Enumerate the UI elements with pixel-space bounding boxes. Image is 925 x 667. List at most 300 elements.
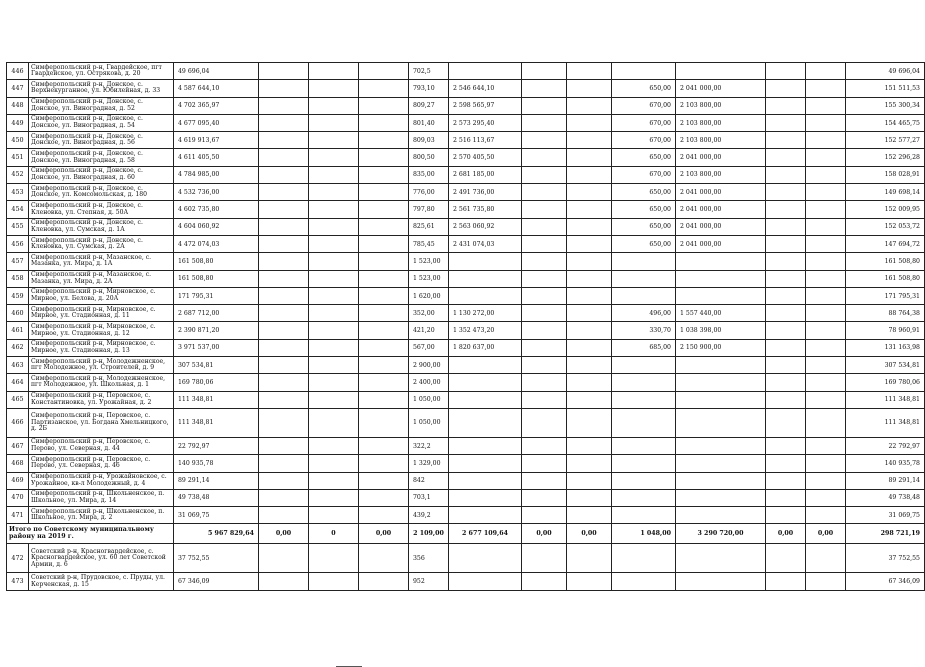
empty-cell [766, 97, 806, 114]
table-row [7, 218, 925, 235]
unit-cost-cell: 151 511,53 [846, 80, 925, 97]
unit-cost-cell: 111 348,81 [846, 391, 925, 408]
row-number: 457 [7, 253, 29, 270]
empty-cell [359, 357, 409, 374]
empty-cell [567, 489, 612, 506]
empty-cell [309, 544, 359, 573]
row-number: 461 [7, 322, 29, 339]
cost-cell: 2 516 113,67 [449, 132, 522, 149]
empty-cell [806, 97, 846, 114]
empty-cell [806, 270, 846, 287]
empty-cell [259, 339, 309, 356]
empty-cell [259, 201, 309, 218]
volume-cell [612, 489, 676, 506]
empty-cell [309, 573, 359, 590]
volume-cell: 650,00 [612, 235, 676, 252]
cost-cell [449, 253, 522, 270]
total-zero-cell: 0,00 [522, 524, 567, 544]
area-cell: 797,80 [409, 201, 449, 218]
empty-cell [766, 166, 806, 183]
area-cell: 1 523,00 [409, 270, 449, 287]
empty-cell [522, 322, 567, 339]
cost-cell [676, 270, 766, 287]
address-cell: Симферопольский р-н, Перовское, с. Перово, ул. Северная, д. 44 [29, 437, 174, 454]
volume-cell: 670,00 [612, 132, 676, 149]
cost-cell [676, 391, 766, 408]
empty-cell [309, 235, 359, 252]
address-cell: Симферопольский р-н, Молодежненское, пгт Молодежное, ул. Школьная, д. 1 [29, 374, 174, 391]
cost-cell: 2 041 000,00 [676, 218, 766, 235]
area-cell: 825,61 [409, 218, 449, 235]
address-cell: Симферопольский р-н, Донское, с. Кленовка, ул. Сумская, д. 1А [29, 218, 174, 235]
table-row [7, 455, 925, 472]
empty-cell [806, 149, 846, 166]
table-row [7, 201, 925, 218]
cost-cell: 2 546 644,10 [449, 80, 522, 97]
empty-cell [567, 80, 612, 97]
empty-cell [309, 80, 359, 97]
volume-cell [612, 408, 676, 437]
cost-cell [676, 489, 766, 506]
table-row [7, 391, 925, 408]
total-volume-cell: 1 048,00 [612, 524, 676, 544]
cost-cell [676, 357, 766, 374]
row-number: 451 [7, 149, 29, 166]
empty-cell [567, 472, 612, 489]
volume-cell: 650,00 [612, 80, 676, 97]
empty-cell [259, 114, 309, 131]
empty-cell [806, 80, 846, 97]
area-cell: 801,40 [409, 114, 449, 131]
area-cell: 1 050,00 [409, 391, 449, 408]
empty-cell [567, 132, 612, 149]
empty-cell [359, 374, 409, 391]
empty-cell [567, 573, 612, 590]
empty-cell [259, 374, 309, 391]
empty-cell [567, 166, 612, 183]
empty-cell [766, 374, 806, 391]
empty-cell [522, 287, 567, 304]
total-cost-cell: 111 348,81 [174, 408, 259, 437]
unit-cost-cell: 171 795,31 [846, 287, 925, 304]
table-row [7, 253, 925, 270]
cost-cell [449, 408, 522, 437]
empty-cell [359, 305, 409, 322]
empty-cell [522, 63, 567, 80]
empty-cell [359, 114, 409, 131]
cost-cell [676, 63, 766, 80]
empty-cell [766, 507, 806, 524]
cost-cell [676, 253, 766, 270]
empty-cell [522, 489, 567, 506]
empty-cell [522, 253, 567, 270]
volume-cell: 650,00 [612, 218, 676, 235]
volume-cell: 650,00 [612, 184, 676, 201]
budget-table [6, 62, 925, 591]
empty-cell [259, 573, 309, 590]
empty-cell [806, 455, 846, 472]
cost-cell [449, 63, 522, 80]
row-number: 459 [7, 287, 29, 304]
total-zero-cell: 0,00 [766, 524, 806, 544]
empty-cell [806, 235, 846, 252]
table-row [7, 132, 925, 149]
area-cell: 352,00 [409, 305, 449, 322]
cost-cell: 2 041 000,00 [676, 201, 766, 218]
empty-cell [309, 270, 359, 287]
budget-table-sheet [6, 62, 920, 591]
row-number: 468 [7, 455, 29, 472]
empty-cell [766, 201, 806, 218]
unit-cost-cell: 158 028,91 [846, 166, 925, 183]
unit-cost-cell: 149 698,14 [846, 184, 925, 201]
unit-cost-cell: 22 792,97 [846, 437, 925, 454]
empty-cell [259, 80, 309, 97]
empty-cell [522, 472, 567, 489]
empty-cell [567, 322, 612, 339]
table-row [7, 489, 925, 506]
area-cell: 1 523,00 [409, 253, 449, 270]
table-row [7, 544, 925, 573]
row-number: 455 [7, 218, 29, 235]
area-cell: 703,1 [409, 489, 449, 506]
empty-cell [522, 507, 567, 524]
cost-cell: 2 563 060,92 [449, 218, 522, 235]
row-number: 466 [7, 408, 29, 437]
empty-cell [567, 305, 612, 322]
total-cost-cell: 4 532 736,00 [174, 184, 259, 201]
empty-cell [806, 489, 846, 506]
empty-cell [359, 339, 409, 356]
area-cell: 2 900,00 [409, 357, 449, 374]
cost-cell [449, 270, 522, 287]
empty-cell [522, 149, 567, 166]
volume-cell [612, 391, 676, 408]
unit-cost-cell: 89 291,14 [846, 472, 925, 489]
empty-cell [309, 184, 359, 201]
empty-cell [806, 114, 846, 131]
volume-cell [612, 357, 676, 374]
row-number: 454 [7, 201, 29, 218]
volume-cell [612, 287, 676, 304]
empty-cell [567, 287, 612, 304]
cost-cell: 2 681 185,00 [449, 166, 522, 183]
empty-cell [309, 455, 359, 472]
cost-cell: 2 041 000,00 [676, 184, 766, 201]
unit-cost-cell: 78 960,91 [846, 322, 925, 339]
empty-cell [806, 253, 846, 270]
cost-cell: 2 491 736,00 [449, 184, 522, 201]
volume-cell [612, 437, 676, 454]
row-number: 464 [7, 374, 29, 391]
empty-cell [259, 149, 309, 166]
empty-cell [766, 63, 806, 80]
empty-cell [522, 97, 567, 114]
table-row [7, 270, 925, 287]
empty-cell [309, 97, 359, 114]
area-cell: 842 [409, 472, 449, 489]
cost-cell: 1 820 637,00 [449, 339, 522, 356]
address-cell: Симферопольский р-н, Мазанское, с. Мазанка, ул. Мира, д. 1А [29, 253, 174, 270]
cost-cell: 2 103 800,00 [676, 166, 766, 183]
empty-cell [309, 287, 359, 304]
empty-cell [309, 149, 359, 166]
empty-cell [766, 408, 806, 437]
cost-cell: 2 041 000,00 [676, 149, 766, 166]
empty-cell [522, 80, 567, 97]
address-cell: Симферопольский р-н, Донское, с. Донское, ул. Комсомольская, д. 180 [29, 184, 174, 201]
table-row [7, 357, 925, 374]
area-cell: 702,5 [409, 63, 449, 80]
empty-cell [806, 507, 846, 524]
total-cost-cell: 4 587 644,10 [174, 80, 259, 97]
row-number: 447 [7, 80, 29, 97]
empty-cell [309, 357, 359, 374]
empty-cell [522, 544, 567, 573]
empty-cell [359, 253, 409, 270]
empty-cell [806, 184, 846, 201]
volume-cell [612, 544, 676, 573]
table-row [7, 287, 925, 304]
row-number: 460 [7, 305, 29, 322]
empty-cell [522, 437, 567, 454]
empty-cell [522, 339, 567, 356]
empty-cell [359, 287, 409, 304]
address-cell: Симферопольский р-н, Донское, с. Донское, ул. Виноградная, д. 58 [29, 149, 174, 166]
empty-cell [806, 374, 846, 391]
row-number: 458 [7, 270, 29, 287]
empty-cell [766, 305, 806, 322]
total-zero-cell: 0,00 [259, 524, 309, 544]
unit-cost-cell: 37 752,55 [846, 544, 925, 573]
table-row [7, 114, 925, 131]
empty-cell [567, 63, 612, 80]
total-unit-cost-cell: 298 721,19 [846, 524, 925, 544]
cost-cell [449, 287, 522, 304]
total-cost-cell: 37 752,55 [174, 544, 259, 573]
empty-cell [567, 408, 612, 437]
empty-cell [309, 472, 359, 489]
empty-cell [806, 437, 846, 454]
unit-cost-cell: 307 534,81 [846, 357, 925, 374]
total-zero-cell: 0,00 [359, 524, 409, 544]
row-number: 469 [7, 472, 29, 489]
volume-cell: 650,00 [612, 149, 676, 166]
address-cell: Симферопольский р-н, Донское, с. Донское, ул. Виноградная, д. 60 [29, 166, 174, 183]
empty-cell [806, 573, 846, 590]
table-row [7, 374, 925, 391]
area-cell: 952 [409, 573, 449, 590]
empty-cell [259, 472, 309, 489]
empty-cell [766, 132, 806, 149]
table-row [7, 97, 925, 114]
empty-cell [766, 455, 806, 472]
area-cell: 793,10 [409, 80, 449, 97]
row-number: 446 [7, 63, 29, 80]
address-cell: Симферопольский р-н, Гвардейское, пгт Гвардейское, ул. Острякова, д. 20 [29, 63, 174, 80]
empty-cell [766, 80, 806, 97]
empty-cell [567, 437, 612, 454]
cost-cell: 1 352 473,20 [449, 322, 522, 339]
empty-cell [567, 114, 612, 131]
empty-cell [522, 374, 567, 391]
total-cost-cell: 89 291,14 [174, 472, 259, 489]
area-cell: 421,20 [409, 322, 449, 339]
cost-cell: 2 573 295,40 [449, 114, 522, 131]
unit-cost-cell: 49 738,48 [846, 489, 925, 506]
table-row [7, 184, 925, 201]
cost-cell [676, 544, 766, 573]
empty-cell [766, 339, 806, 356]
table-body [7, 63, 925, 591]
total-cost-cell: 171 795,31 [174, 287, 259, 304]
volume-cell [612, 63, 676, 80]
empty-cell [766, 391, 806, 408]
empty-cell [567, 544, 612, 573]
empty-cell [806, 408, 846, 437]
cost-cell: 2 150 900,00 [676, 339, 766, 356]
table-row [7, 322, 925, 339]
address-cell: Симферопольский р-н, Донское, с. Кленовка, ул. Степная, д. 50А [29, 201, 174, 218]
total-cost-cell: 4 472 074,03 [174, 235, 259, 252]
empty-cell [259, 437, 309, 454]
row-number: 449 [7, 114, 29, 131]
empty-cell [806, 357, 846, 374]
empty-cell [259, 132, 309, 149]
address-cell: Симферопольский р-н, Мирновское, с. Мирное, ул. Белова, д. 20А [29, 287, 174, 304]
empty-cell [309, 201, 359, 218]
table-row [7, 149, 925, 166]
table-row [7, 507, 925, 524]
total-cost-cell: 4 611 405,50 [174, 149, 259, 166]
empty-cell [522, 184, 567, 201]
total-cost-cell: 169 780,06 [174, 374, 259, 391]
total-cost-cell: 111 348,81 [174, 391, 259, 408]
empty-cell [766, 235, 806, 252]
total-zero-cell: 0,00 [567, 524, 612, 544]
empty-cell [359, 80, 409, 97]
address-cell: Советский р-н, Прудовское, с. Пруды, ул. Керченская, д. 15 [29, 573, 174, 590]
empty-cell [309, 391, 359, 408]
area-cell: 1 050,00 [409, 408, 449, 437]
cost-cell [676, 287, 766, 304]
cost-cell [449, 573, 522, 590]
empty-cell [359, 166, 409, 183]
empty-cell [766, 437, 806, 454]
table-row [7, 166, 925, 183]
total-cost-cell: 4 604 060,92 [174, 218, 259, 235]
area-cell: 809,27 [409, 97, 449, 114]
empty-cell [766, 489, 806, 506]
empty-cell [259, 489, 309, 506]
row-number: 465 [7, 391, 29, 408]
empty-cell [766, 270, 806, 287]
unit-cost-cell: 49 696,04 [846, 63, 925, 80]
cost-cell [449, 437, 522, 454]
empty-cell [259, 305, 309, 322]
total-cost-cell: 4 702 365,97 [174, 97, 259, 114]
total-cost-cell: 4 602 735,80 [174, 201, 259, 218]
empty-cell [522, 166, 567, 183]
unit-cost-cell: 131 163,98 [846, 339, 925, 356]
unit-cost-cell: 152 053,72 [846, 218, 925, 235]
unit-cost-cell: 67 346,09 [846, 573, 925, 590]
empty-cell [522, 357, 567, 374]
area-cell: 1 329,00 [409, 455, 449, 472]
cost-cell [676, 408, 766, 437]
total-cost-cell: 4 784 985,00 [174, 166, 259, 183]
empty-cell [359, 184, 409, 201]
empty-cell [259, 408, 309, 437]
volume-cell [612, 374, 676, 391]
address-cell: Симферопольский р-н, Перовское, с. Перово, ул. Северная, д. 46 [29, 455, 174, 472]
address-cell: Симферопольский р-н, Мазанское, с. Мазанка, ул. Мира, д. 2А [29, 270, 174, 287]
address-cell: Симферопольский р-н, Донское, с. Донское, ул. Виноградная, д. 52 [29, 97, 174, 114]
unit-cost-cell: 147 694,72 [846, 235, 925, 252]
empty-cell [806, 544, 846, 573]
empty-cell [806, 391, 846, 408]
cost-cell: 2 041 000,00 [676, 80, 766, 97]
unit-cost-cell: 155 300,34 [846, 97, 925, 114]
table-row [7, 63, 925, 80]
unit-cost-cell: 161 508,80 [846, 253, 925, 270]
cost-cell [676, 374, 766, 391]
empty-cell [359, 97, 409, 114]
empty-cell [567, 374, 612, 391]
cost-cell [449, 544, 522, 573]
area-cell: 809,03 [409, 132, 449, 149]
address-cell: Симферопольский р-н, Молодежненское, пгт Молодежное, ул. Строителей, д. 9 [29, 357, 174, 374]
row-number: 452 [7, 166, 29, 183]
empty-cell [522, 305, 567, 322]
cost-cell [449, 455, 522, 472]
address-cell: Советский р-н, Красногвардейское, с. Красногвардейское, ул. 60 лет Советской Армии, д. 6 [29, 544, 174, 573]
row-number: 470 [7, 489, 29, 506]
total-cost-cell: 49 738,48 [174, 489, 259, 506]
empty-cell [766, 114, 806, 131]
table-row [7, 235, 925, 252]
empty-cell [259, 253, 309, 270]
total-cost-cell: 2 677 109,64 [449, 524, 522, 544]
empty-cell [567, 253, 612, 270]
unit-cost-cell: 140 935,78 [846, 455, 925, 472]
empty-cell [522, 201, 567, 218]
row-number: 472 [7, 544, 29, 573]
empty-cell [259, 166, 309, 183]
empty-cell [567, 218, 612, 235]
empty-cell [359, 149, 409, 166]
empty-cell [806, 218, 846, 235]
row-number: 467 [7, 437, 29, 454]
empty-cell [522, 408, 567, 437]
empty-cell [567, 201, 612, 218]
empty-cell [309, 339, 359, 356]
empty-cell [309, 507, 359, 524]
empty-cell [766, 573, 806, 590]
unit-cost-cell: 152 577,27 [846, 132, 925, 149]
address-cell: Симферопольский р-н, Перовское, с. Константиновка, ул. Урожайная, д. 2 [29, 391, 174, 408]
total-row [7, 524, 925, 544]
unit-cost-cell: 152 296,28 [846, 149, 925, 166]
row-number: 453 [7, 184, 29, 201]
volume-cell: 650,00 [612, 201, 676, 218]
empty-cell [259, 218, 309, 235]
row-number: 471 [7, 507, 29, 524]
volume-cell: 685,00 [612, 339, 676, 356]
empty-cell [359, 63, 409, 80]
empty-cell [359, 201, 409, 218]
area-cell: 2 400,00 [409, 374, 449, 391]
